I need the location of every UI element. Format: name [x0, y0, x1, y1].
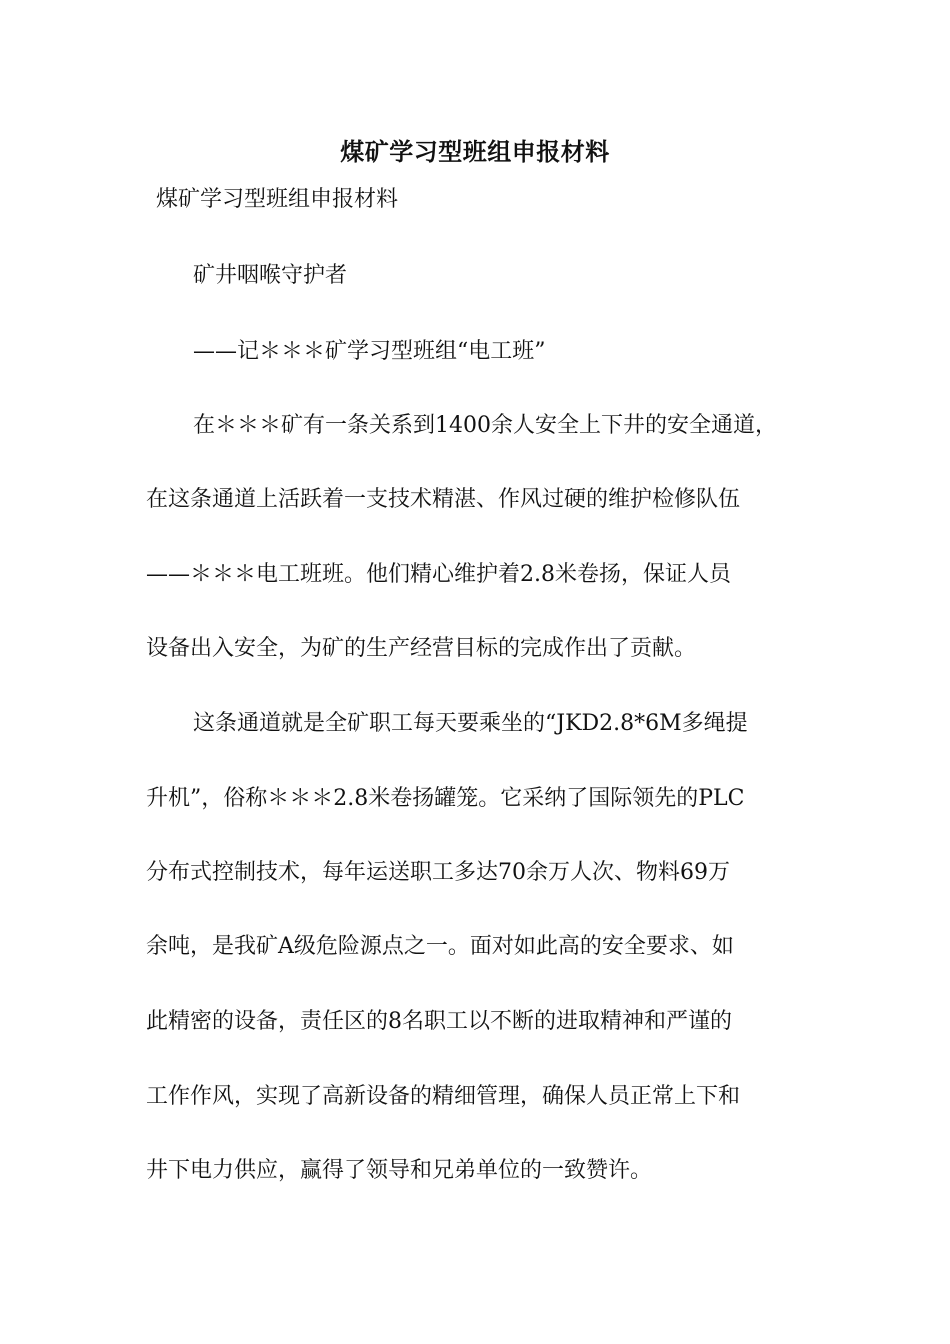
section-heading: 矿井咽喉守护者	[193, 263, 348, 288]
document-title: 煤矿学习型班组申报材料	[340, 137, 610, 166]
paragraph-line: 此精密的设备，责任区的8名职工以不断的进取精神和严谨的	[146, 1009, 732, 1034]
byline: ——记＊＊＊矿学习型班组“电工班”	[193, 339, 546, 364]
paragraph-line: 在＊＊＊矿有一条关系到1400余人安全上下井的安全通道，	[193, 413, 777, 438]
paragraph-line: 分布式控制技术，每年运送职工多达70余万人次、物料69万	[146, 860, 730, 885]
paragraph-line: ——＊＊＊电工班班。他们精心维护着2.8米卷扬，保证人员	[146, 562, 731, 587]
paragraph-line: 这条通道就是全矿职工每天要乘坐的“JKD2.8*6M多绳提	[193, 711, 748, 736]
paragraph-line: 余吨，是我矿A级危险源点之一。面对如此高的安全要求、如	[146, 934, 734, 959]
paragraph-line: 升机”，俗称＊＊＊2.8米卷扬罐笼。它采纳了国际领先的PLC	[146, 786, 745, 811]
paragraph-line: 井下电力供应，赢得了领导和兄弟单位的一致赞许。	[146, 1158, 653, 1183]
document-subtitle: 煤矿学习型班组申报材料	[156, 187, 399, 212]
paragraph-line: 设备出入安全，为矿的生产经营目标的完成作出了贡献。	[146, 636, 697, 661]
paragraph-line: 在这条通道上活跃着一支技术精湛、作风过硬的维护检修队伍	[146, 487, 741, 512]
paragraph-line: 工作作风，实现了高新设备的精细管理，确保人员正常上下和	[146, 1084, 741, 1109]
